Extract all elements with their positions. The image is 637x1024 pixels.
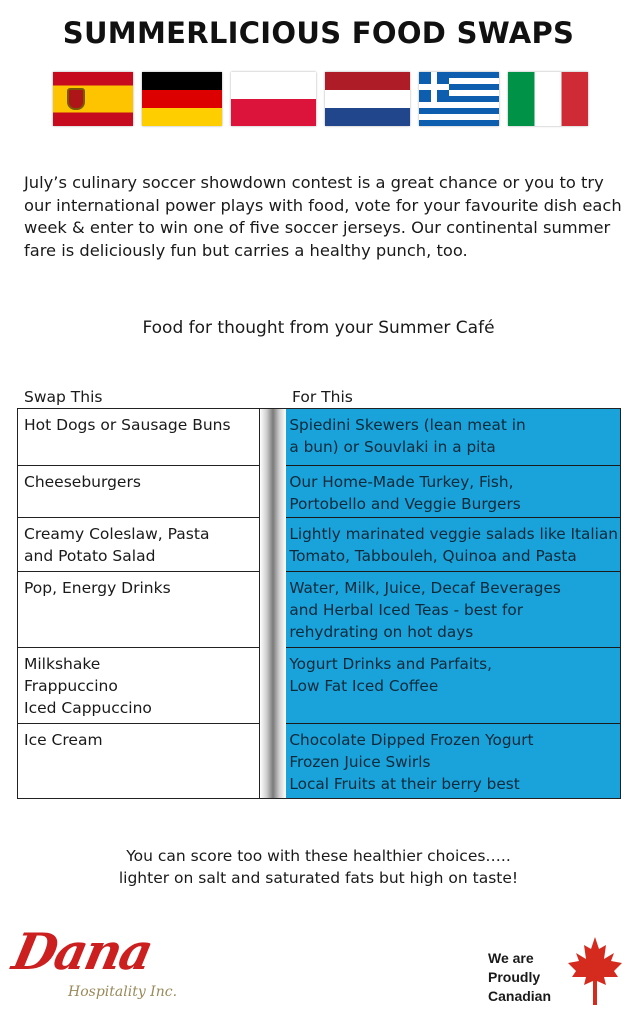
cell-line: rehydrating on hot days [289,623,474,641]
cell-line: Hot Dogs or Sausage Buns [24,416,231,434]
for-cell [286,648,620,724]
cell-line: Portobello and Veggie Burgers [289,495,521,513]
swap-column [18,409,260,798]
closing-text [0,845,637,889]
cell-line: Pop, Energy Drinks [24,579,171,597]
column-divider [260,409,287,798]
cell-line: Our Home-Made Turkey, Fish, [289,473,514,491]
column-header-swap: Swap This [24,388,103,406]
proudly-canadian-badge [488,935,628,1010]
netherlands-flag [325,72,410,126]
swap-table [17,408,621,799]
closing-line: You can score too with these healthier choices….. [126,847,511,865]
dana-logo-subtitle: Hospitality Inc. [68,984,178,1000]
cell-line: Frappuccino [24,677,118,695]
subtitle: Food for thought from your Summer Café [142,318,495,338]
swap-cell [18,572,259,648]
cell-line: Iced Cappuccino [24,699,152,717]
swap-cell [18,724,259,798]
spain-crest-icon [67,88,85,110]
intro-paragraph: July’s culinary soccer showdown contest is a great chance or you to try our international power plays with food, vote for your favourite dish each week & enter to win one of five soccer jerseys. Our continental summer fare is deliciously fun but carries a healthy punch, too. [24,173,622,260]
swap-cell [18,409,259,466]
cell-line: and Potato Salad [24,547,156,565]
closing-line: lighter on salt and saturated fats but high on taste! [118,869,519,887]
badge-line: We are [488,950,534,966]
maple-leaf-icon [564,935,626,1007]
badge-line: Proudly [488,969,541,985]
cell-line: Spiedini Skewers (lean meat in [289,416,526,434]
cell-line: Lightly marinated veggie salads like Italian [289,525,618,543]
dana-hospitality-logo [7,922,200,1007]
cell-line: Frozen Juice Swirls [289,753,431,771]
page-title: SUMMERLICIOUS FOOD SWAPS [62,16,575,50]
cell-line: Chocolate Dipped Frozen Yogurt [289,731,534,749]
cell-line: Creamy Coleslaw, Pasta [24,525,210,543]
spain-flag [53,72,133,126]
cell-line: Local Fruits at their berry best [289,775,520,793]
germany-flag [142,72,222,126]
for-column [286,409,620,798]
cell-line: Low Fat Iced Coffee [289,677,439,695]
for-cell [286,518,620,572]
badge-line: Canadian [488,988,552,1004]
cell-line: a bun) or Souvlaki in a pita [289,438,496,456]
italy-flag [508,72,588,126]
greece-flag [419,72,499,126]
swap-cell [18,466,259,518]
cell-line: Tomato, Tabbouleh, Quinoa and Pasta [289,547,577,565]
cell-line: Water, Milk, Juice, Decaf Beverages [289,579,561,597]
swap-cell [18,648,259,724]
swap-cell [18,518,259,572]
cell-line: Milkshake [24,655,101,673]
dana-logo-wordmark: Dana [7,922,157,981]
column-header-for: For This [292,388,353,406]
for-cell [286,466,620,518]
cell-line: Ice Cream [24,731,103,749]
for-cell [286,724,620,798]
cell-line: Cheeseburgers [24,473,141,491]
poland-flag [231,72,316,126]
greece-cross-icon [419,72,449,102]
flags-row [53,72,588,126]
cell-line: and Herbal Iced Teas - best for [289,601,524,619]
canadian-badge-text [488,949,551,1006]
for-cell [286,572,620,648]
cell-line: Yogurt Drinks and Parfaits, [289,655,492,673]
for-cell [286,409,620,466]
